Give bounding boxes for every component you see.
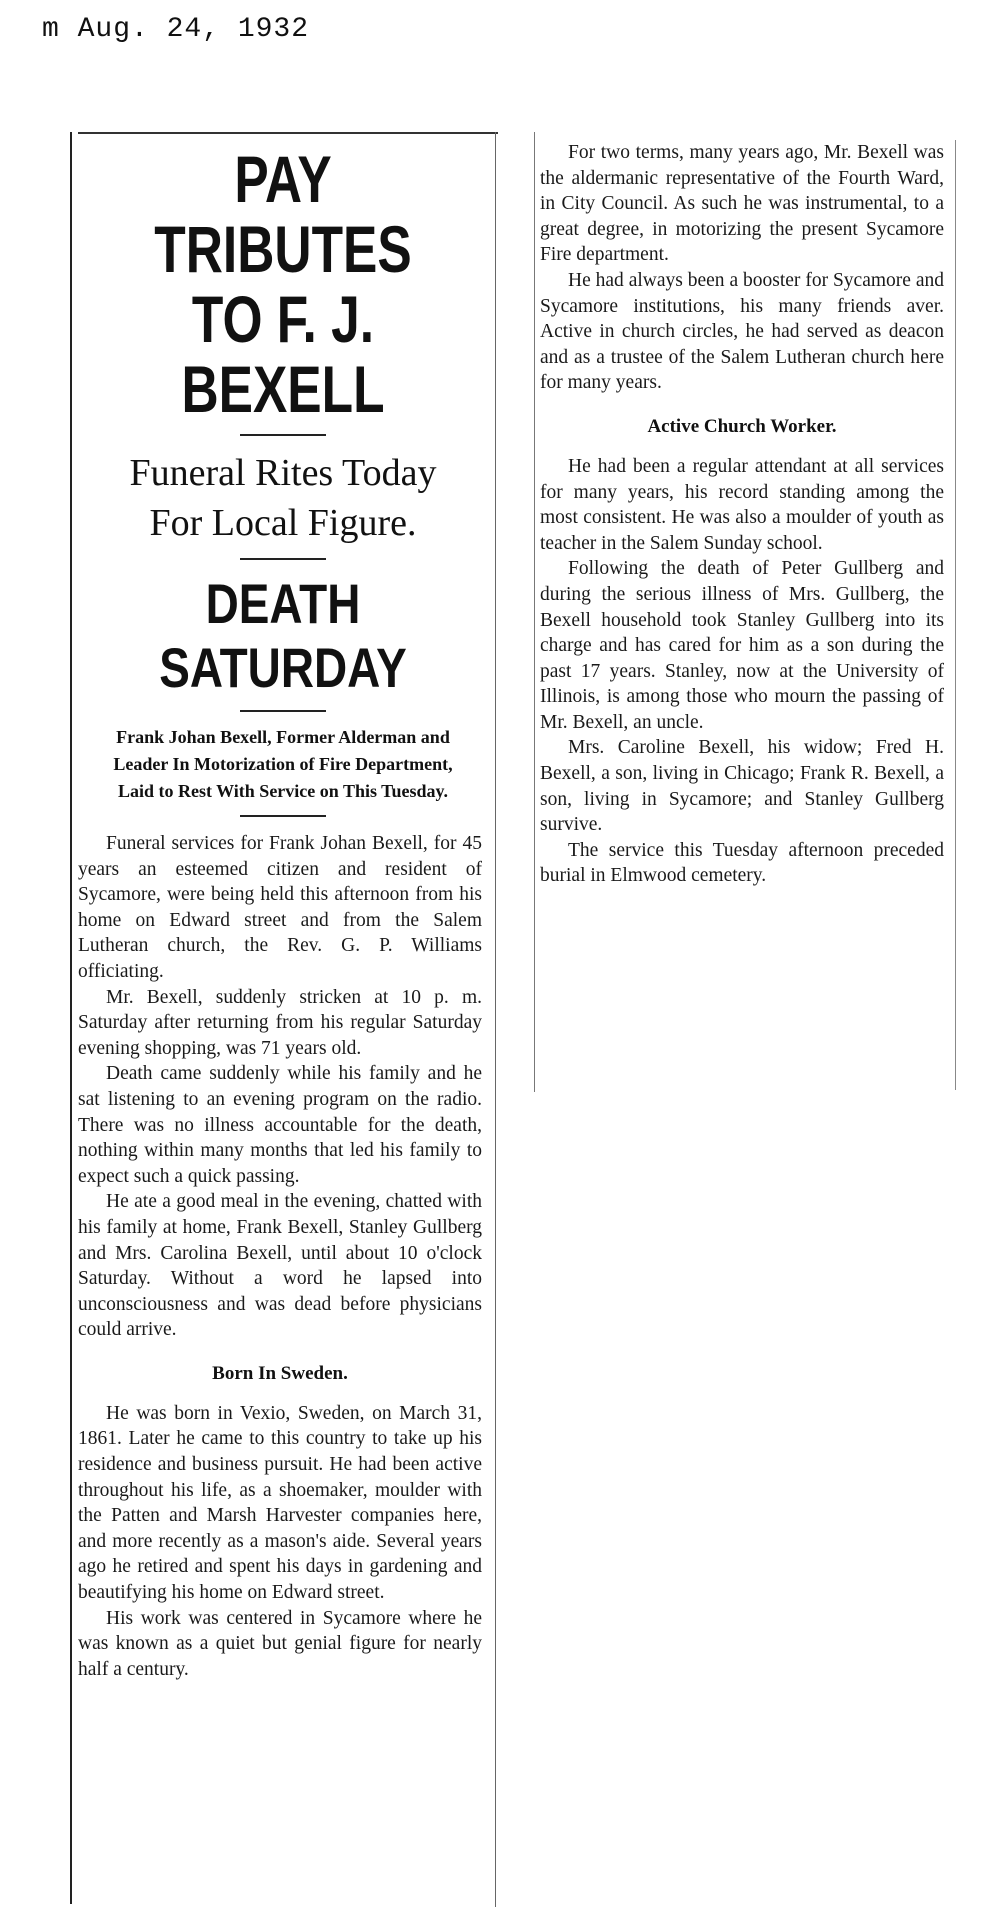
paragraph: He was born in Vexio, Sweden, on March 31, 1861. Later he came to this country to take up his residence and business pursuit. He had been active throughout his life, as a shoemaker, moulder with the Patten and Marsh Harvester companies here, and more recently as a mason's aide. Several years ago he retired and spent his days in gardening and beautifying his home on Edward street. <box>78 1402 482 1604</box>
column-divider <box>495 132 496 1907</box>
separator-rule <box>240 710 326 712</box>
headline-line-1: PAY TRIBUTES <box>154 142 412 286</box>
article-column-1 <box>70 132 490 1904</box>
article-column-2 <box>540 140 950 889</box>
column-edge-rule <box>955 140 956 1090</box>
article-body-1 <box>78 831 488 1682</box>
paragraph: Following the death of Peter Gullberg and during the serious illness of Mrs. Gullberg, the Bexell household took Stanley Gullberg into its charge and has cared for him as a son during the past 17 years. Stanley, now at the University of Illinois, is among those who mourn the passing of Mr. Bexell, an uncle. <box>540 558 944 733</box>
paragraph: His work was centered in Sycamore where he was known as a quiet but genial figure for nearly half a century. <box>78 1607 482 1680</box>
subhead-born-in-sweden: Born In Sweden. <box>212 1362 348 1384</box>
separator-rule <box>240 434 326 436</box>
article-body-2 <box>540 140 950 889</box>
separator-rule <box>240 558 326 560</box>
paragraph: Death came suddenly while his family and he sat listening to an evening program on the radio. There was no illness accountable for the death, nothing within many months that led his family to expect such a quick passing. <box>78 1063 482 1187</box>
paragraph: He ate a good meal in the evening, chatted with his family at home, Frank Bexell, Stanley Gullberg and Mrs. Carolina Bexell, until about 10 o'clock Saturday. Without a word he lapsed into unconsciousness and was dead before physicians could arrive. <box>78 1191 482 1341</box>
paragraph: The service this Tuesday afternoon preceded burial in Elmwood cemetery. <box>540 839 944 887</box>
paragraph: He had always been a booster for Sycamore and Sycamore institutions, his many friends aver. Active in church circles, he had served as deacon and as a trustee of the Salem Lutheran church here for many years. <box>540 269 944 394</box>
date-stamp: m Aug. 24, 1932 <box>42 14 310 45</box>
headline-line-2: TO F. J. BEXELL <box>181 282 385 426</box>
deck-line-1: Funeral Rites Today <box>129 452 437 494</box>
death-headline: DEATH SATURDAY <box>159 572 407 699</box>
column-divider <box>534 132 535 1092</box>
subhead-active-church-worker: Active Church Worker. <box>647 415 837 437</box>
paragraph: Mrs. Caroline Bexell, his widow; Fred H. Bexell, a son, living in Chicago; Frank R. Bexell, a son, living in Sycamore; and Stanley Gullberg survive. <box>540 737 944 836</box>
paragraph: He had been a regular attendant at all services for many years, his record standing among the most consistent. He was also a moulder of youth as teacher in the Salem Sunday school. <box>540 455 944 554</box>
paragraph: Funeral services for Frank Johan Bexell, for 45 years an esteemed citizen and resident of Sycamore, were being held this afternoon from his home on Edward street and from the Salem Lutheran church, the Rev. G. P. Williams officiating. <box>78 833 482 982</box>
deck-line-2: For Local Figure. <box>149 502 417 544</box>
subdeck: Frank Johan Bexell, Former Alderman and Leader In Motorization of Fire Department, Laid to Rest With Service on This Tuesday. <box>113 727 453 801</box>
paragraph: Mr. Bexell, suddenly stricken at 10 p. m. Saturday after returning from his regular Saturday evening shopping, was 71 years old. <box>78 986 482 1059</box>
separator-rule <box>240 815 326 817</box>
paragraph: For two terms, many years ago, Mr. Bexell was the aldermanic representative of the Fourth Ward, in City Council. As such he was instrumental, to a great degree, in motorizing the present Sycamore Fire department. <box>540 142 944 266</box>
